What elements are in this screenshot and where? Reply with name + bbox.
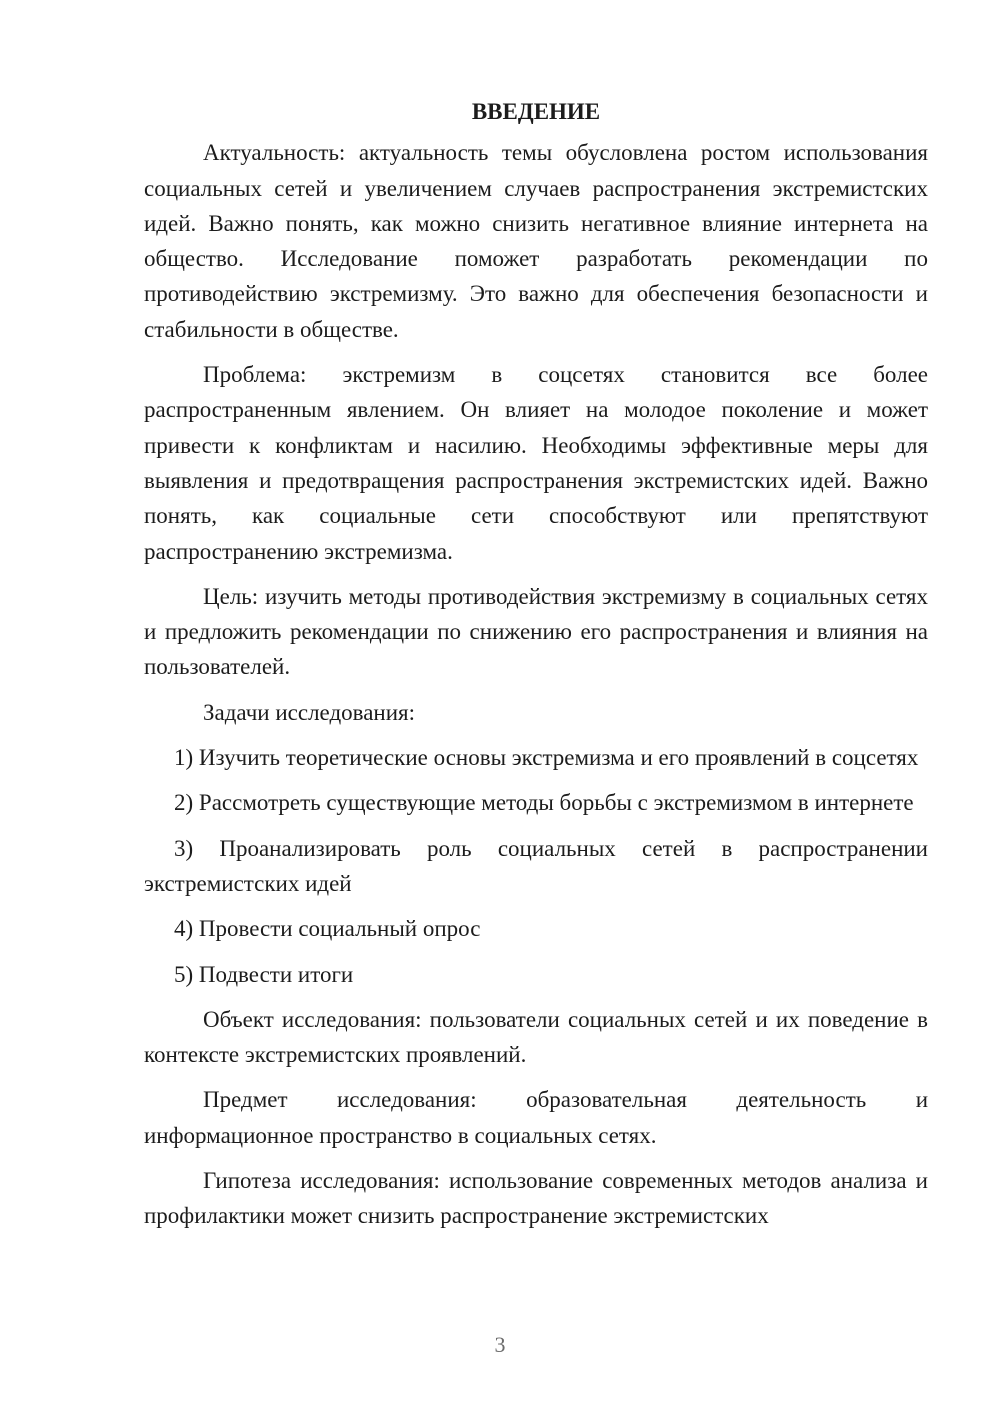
goal-paragraph: Цель: изучить методы противодействия экстремизму в социальных сетях и предложить рекомендации по снижению его распространения и влияния на пользователей. xyxy=(144,583,928,680)
problem-paragraph: Проблема: экстремизм в соцсетях становится все более распространенным явлением. Он влияет на молодое поколение и может привести к конфликтам и насилию. Необходимы эффективные меры для выявления и предотвращения распространения экстремистских идей. Важно понять, как социальные сети способствуют или препятствуют распространению экстремизма. xyxy=(144,362,928,564)
task-list-item: 3) Проанализировать роль социальных сетей в распространении экстремистских идей xyxy=(144,835,928,896)
task-list-item: 1) Изучить теоретические основы экстремизма и его проявлений в соцсетях xyxy=(174,745,919,771)
page-number: 3 xyxy=(494,1332,506,1357)
hypothesis-paragraph: Гипотеза исследования: использование современных методов анализа и профилактики может снизить распространение экстремистских xyxy=(144,1168,928,1229)
object-paragraph: Объект исследования: пользователи социальных сетей и их поведение в контексте экстремистских проявлений. xyxy=(144,1006,928,1068)
section-heading: ВВЕДЕНИЕ xyxy=(471,99,601,124)
task-list-item: 2) Рассмотреть существующие методы борьбы с экстремизмом в интернете xyxy=(174,790,914,816)
task-list-item: 4) Провести социальный опрос xyxy=(174,916,481,942)
tasks-heading: Задачи исследования: xyxy=(203,699,416,725)
relevance-paragraph: Актуальность: актуальность темы обусловлена ростом использования социальных сетей и увеличением случаев распространения экстремистских идей. Важно понять, как можно снизить негативное влияние интернета на общество. Исследование поможет разработать рекомендации по противодействию экстремизму. Это важно для обеспечения безопасности и стабильности в обществе. xyxy=(144,140,928,342)
task-list-item: 5) Подвести итоги xyxy=(174,961,354,987)
subject-paragraph: Предмет исследования: образовательная деятельность и информационное пространство в социальных сетях. xyxy=(144,1087,928,1148)
page-body xyxy=(144,94,928,1244)
